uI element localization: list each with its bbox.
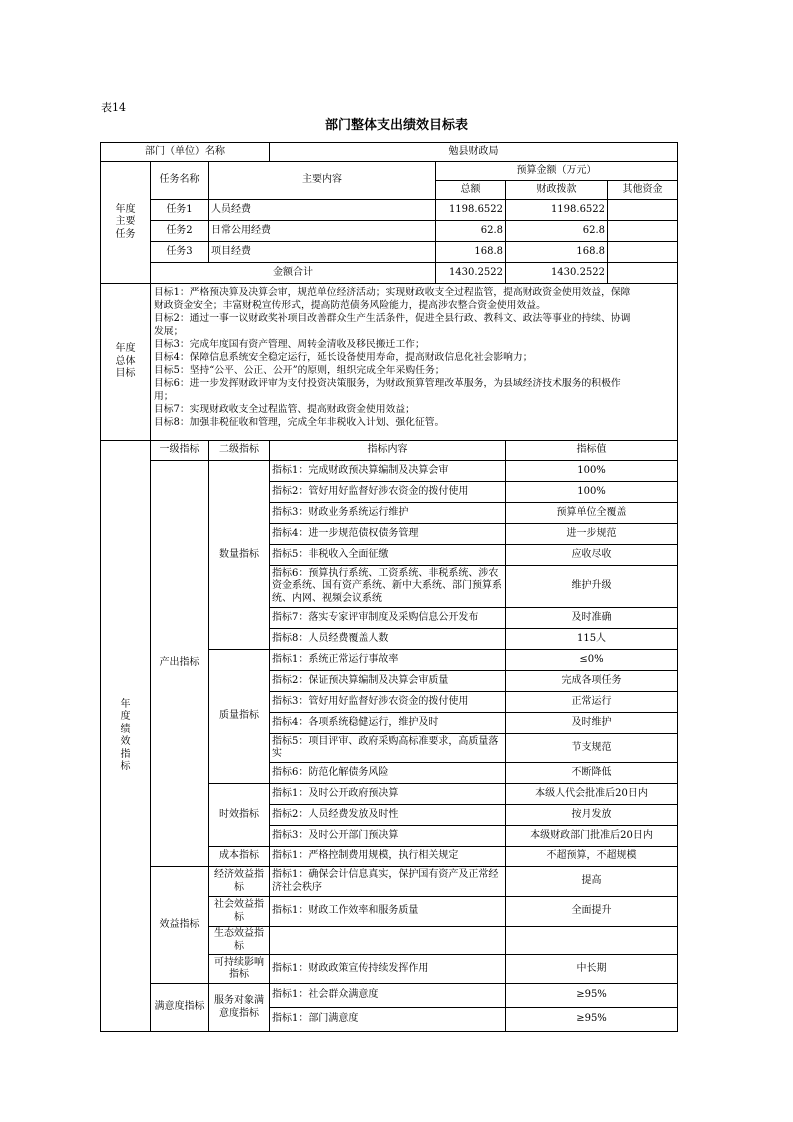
sum-label: 金额合计 <box>151 263 436 284</box>
indicator-value: 100% <box>506 461 678 482</box>
satisfaction-indicators-label: 满意度指标 <box>151 984 209 1032</box>
indicator-value <box>506 927 678 955</box>
task-content: 人员经费 <box>209 200 436 221</box>
task-name: 任务3 <box>151 242 209 263</box>
sum-row <box>101 263 678 284</box>
indicator-content: 指标1：社会群众满意度 <box>270 984 506 1008</box>
task-fiscal: 168.8 <box>506 242 608 263</box>
economic-benefit-label: 经济效益指标 <box>209 867 270 897</box>
goal-line: 目标5：坚持“公平、公正、公开”的原则，组织完成全年采购任务； <box>154 365 445 376</box>
indicator-value: 本级人代会批准后20日内 <box>506 784 678 805</box>
dept-name: 勉县财政局 <box>270 143 678 162</box>
fiscal-header: 财政拨款 <box>506 181 608 200</box>
goal-line: 目标6：进一步发挥财政评审为支付投资决策服务，为财政预算管理改革服务，为县域经济技术服务的积极作 <box>154 378 621 389</box>
indicator-content: 指标1：严格控制费用规模，执行相关规定 <box>270 847 506 867</box>
ecological-benefit-label: 生态效益指标 <box>209 927 270 955</box>
level1-header: 一级指标 <box>151 441 209 461</box>
task-name-header: 任务名称 <box>151 162 209 200</box>
output-indicators-label: 产出指标 <box>151 461 209 867</box>
indicator-value: 完成各项任务 <box>506 671 678 692</box>
indicator-value: 按月发放 <box>506 805 678 826</box>
goals-section-label: 年度 总体 目标 <box>101 284 151 441</box>
indicator-content: 指标3：管好用好监督好涉农资金的拨付使用 <box>270 692 506 713</box>
goal-line: 目标4：保障信息系统安全稳定运行，延长设备使用寿命，提高财政信息化社会影响力； <box>154 352 533 363</box>
task-row <box>101 242 678 263</box>
indicator-value: 及时准确 <box>506 608 678 629</box>
other-funds-header: 其他资金 <box>608 181 678 200</box>
task-content: 项目经费 <box>209 242 436 263</box>
indicator-value: 不断降低 <box>506 763 678 784</box>
social-benefit-label: 社会效益指标 <box>209 897 270 927</box>
level2-header: 二级指标 <box>209 441 270 461</box>
task-row <box>101 221 678 242</box>
task-name: 任务2 <box>151 221 209 242</box>
indicator-value: 中长期 <box>506 955 678 984</box>
goal-line: 财政资金安全；丰富财税宣传形式，提高防范债务风险能力，提高涉农整合资金使用效益。 <box>154 300 546 311</box>
task-content-header: 主要内容 <box>209 162 436 200</box>
task-row <box>101 200 678 221</box>
goal-line: 目标8：加强非税征收和管理，完成全年非税收入计划、强化征管。 <box>154 417 445 428</box>
indicator-content: 指标2：保证预决算编制及决算会审质量 <box>270 671 506 692</box>
indicator-value: ≤0% <box>506 650 678 671</box>
indicator-content: 指标1：财政政策宣传持续发挥作用 <box>270 955 506 984</box>
dept-row <box>101 143 678 162</box>
indicator-content: 指标1：完成财政预决算编制及决算会审 <box>270 461 506 482</box>
indicator-content: 指标1：部门满意度 <box>270 1008 506 1032</box>
task-total: 1198.6522 <box>436 200 506 221</box>
indicator-content: 指标7：落实专家评审制度及采购信息公开发布 <box>270 608 506 629</box>
quality-indicators-label: 质量指标 <box>209 650 270 784</box>
goal-line: 目标1：严格预决算及决算会审，规范单位经济活动；实现财政收支全过程监管，提高财政资金使用效益，保障 <box>154 287 631 298</box>
indicator-content: 指标2：人员经费发放及时性 <box>270 805 506 826</box>
performance-target-table <box>100 142 678 1032</box>
task-fiscal: 1198.6522 <box>506 200 608 221</box>
goal-line: 目标3：完成年度国有资产管理、周转金清收及移民搬迁工作； <box>154 339 425 350</box>
indicator-content: 指标1：系统正常运行事故率 <box>270 650 506 671</box>
indicator-value: 进一步规范 <box>506 524 678 545</box>
indicator-content: 指标4：进一步规范债权债务管理 <box>270 524 506 545</box>
indicator-value: 预算单位全覆盖 <box>506 503 678 524</box>
indicator-value: 提高 <box>506 867 678 897</box>
sum-fiscal: 1430.2522 <box>506 263 608 284</box>
timeliness-indicators-label: 时效指标 <box>209 784 270 847</box>
indicator-value-header: 指标值 <box>506 441 678 461</box>
indicator-content: 指标4：各项系统稳健运行，维护及时 <box>270 713 506 734</box>
service-target-satisfaction-label: 服务对象满意度指标 <box>209 984 270 1032</box>
benefit-indicators-label: 效益指标 <box>151 867 209 984</box>
indicator-content <box>270 927 506 955</box>
indicator-content: 指标8：人员经费覆盖人数 <box>270 629 506 650</box>
indicator-value: 维护升级 <box>506 566 678 608</box>
cost-indicators-label: 成本指标 <box>209 847 270 867</box>
indicator-content: 指标3：财政业务系统运行维护 <box>270 503 506 524</box>
goal-line: 用； <box>154 391 174 402</box>
sum-total: 1430.2522 <box>436 263 506 284</box>
task-content: 日常公用经费 <box>209 221 436 242</box>
sustainable-impact-label: 可持续影响指标 <box>209 955 270 984</box>
task-other <box>608 221 678 242</box>
indicator-value: 节支规范 <box>506 734 678 763</box>
indicator-content: 指标1：及时公开政府预决算 <box>270 784 506 805</box>
indicator-value: 应收尽收 <box>506 545 678 566</box>
total-header: 总额 <box>436 181 506 200</box>
indicator-value: 全面提升 <box>506 897 678 927</box>
indicator-content: 指标1：财政工作效率和服务质量 <box>270 897 506 927</box>
indicator-value: 115人 <box>506 629 678 650</box>
indicator-value: 及时维护 <box>506 713 678 734</box>
indicator-content: 指标6：防范化解债务风险 <box>270 763 506 784</box>
quantity-indicators-label: 数量指标 <box>209 461 270 650</box>
page-title: 部门整体支出绩效目标表 <box>324 118 468 133</box>
indicator-value: ≥95% <box>506 1008 678 1032</box>
indicator-content: 指标1：确保会计信息真实，保护国有资产及正常经济社会秩序 <box>270 867 506 897</box>
goal-line: 发展； <box>154 326 184 337</box>
task-other <box>608 242 678 263</box>
task-total: 168.8 <box>436 242 506 263</box>
indicator-content: 指标3：及时公开部门预决算 <box>270 826 506 847</box>
task-other <box>608 200 678 221</box>
indicator-value: 不超预算，不超规模 <box>506 847 678 867</box>
indicator-content: 指标6：预算执行系统、工资系统、非税系统、涉农资金系统、国有资产系统、新中大系统、部门预算系统、内网、视频会议系统 <box>270 566 506 608</box>
indicator-content: 指标5：非税收入全面征缴 <box>270 545 506 566</box>
indicators-section-label: 年 度 绩 效 指 标 <box>101 441 151 1032</box>
overall-goals-text <box>151 284 678 441</box>
dept-label: 部门（单位）名称 <box>101 143 270 162</box>
indicator-content: 指标2：管好用好监督好涉农资金的拨付使用 <box>270 482 506 503</box>
task-fiscal: 62.8 <box>506 221 608 242</box>
task-name: 任务1 <box>151 200 209 221</box>
indicator-value: 正常运行 <box>506 692 678 713</box>
task-total: 62.8 <box>436 221 506 242</box>
budget-header: 预算金额（万元） <box>436 162 678 181</box>
indicator-value: 100% <box>506 482 678 503</box>
tasks-section-label: 年度 主要 任务 <box>101 162 151 284</box>
sum-other <box>608 263 678 284</box>
goal-line: 目标7：实现财政收支全过程监管、提高财政资金使用效益； <box>154 404 415 415</box>
indicator-content: 指标5：项目评审、政府采购高标准要求，高质量落实 <box>270 734 506 763</box>
goal-line: 目标2：通过一事一议财政奖补项目改善群众生产生活条件，促进全县行政、教科文、政法等事业的持续、协调 <box>154 313 631 324</box>
indicator-content-header: 指标内容 <box>270 441 506 461</box>
indicator-value: ≥95% <box>506 984 678 1008</box>
table-number: 表14 <box>101 101 126 114</box>
indicator-value: 本级财政部门批准后20日内 <box>506 826 678 847</box>
